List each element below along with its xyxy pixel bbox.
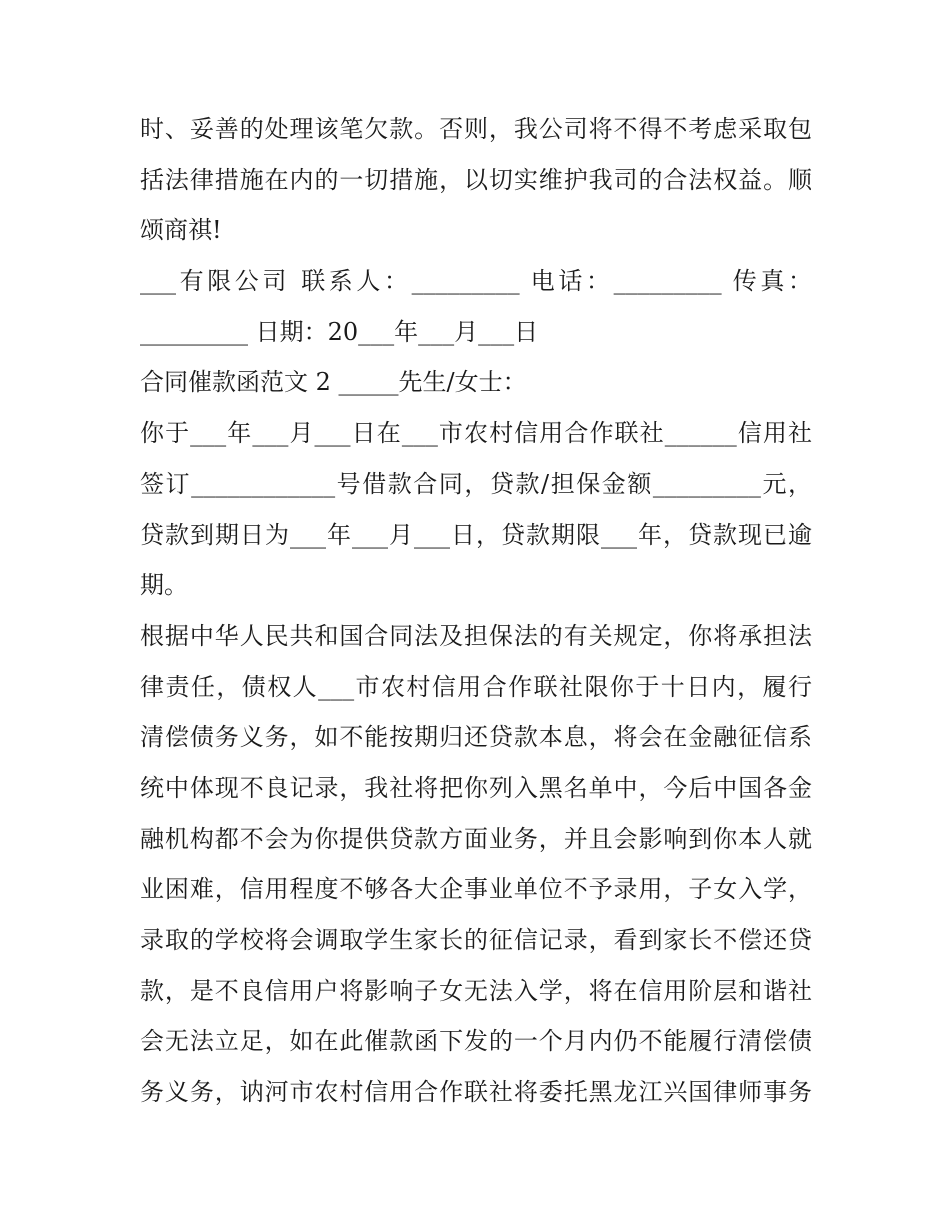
text-line: 时、妥善的处理该笔欠款。否则，我公司将不得不考虑采取包	[140, 115, 812, 143]
text-line: 业困难，信用程度不够各大企事业单位不予录用，子女入学，	[140, 875, 812, 904]
text-line: 根据中华人民共和国合同法及担保法的有关规定，你将承担法	[140, 621, 812, 650]
text-line: ___有限公司 联系人：_________ 电话：_________ 传真：	[140, 267, 812, 296]
text-line: 律责任，债权人___市农村信用合作联社限你于十日内，履行	[140, 672, 812, 701]
text-line: 融机构都不会为你提供贷款方面业务，并且会影响到你本人就	[140, 824, 812, 853]
text-line: 颂商祺!	[140, 216, 222, 245]
text-line: 你于___年___月___日在___市农村信用合作联社______信用社	[140, 419, 812, 448]
text-line: 合同催款函范文 2 _____先生/女士：	[140, 368, 527, 397]
text-line: 务义务，讷河市农村信用合作联社将委托黑龙江兴国律师事务	[140, 1078, 812, 1107]
text-line: 期。	[140, 571, 188, 600]
text-line: 统中体现不良记录，我社将把你列入黑名单中，今后中国各金	[140, 773, 812, 802]
text-line: 录取的学校将会调取学生家长的征信记录，看到家长不偿还贷	[140, 926, 812, 954]
document-body	[140, 104, 812, 1118]
text-line: 签订____________号借款合同，贷款/担保金额_________元，	[140, 469, 812, 498]
text-line: 会无法立足，如在此催款函下发的一个月内仍不能履行清偿债	[140, 1027, 812, 1056]
text-line: _________ 日期：20___年___月___日	[140, 317, 539, 346]
text-line: 清偿债务义务，如不能按期归还贷款本息，将会在金融征信系	[140, 723, 812, 752]
text-line: 括法律措施在内的一切措施，以切实维护我司的合法权益。顺	[140, 165, 812, 194]
text-line: 贷款到期日为___年___月___日，贷款期限___年，贷款现已逾	[140, 520, 812, 549]
text-line: 款，是不良信用户将影响子女无法入学，将在信用阶层和谐社	[140, 976, 812, 1005]
